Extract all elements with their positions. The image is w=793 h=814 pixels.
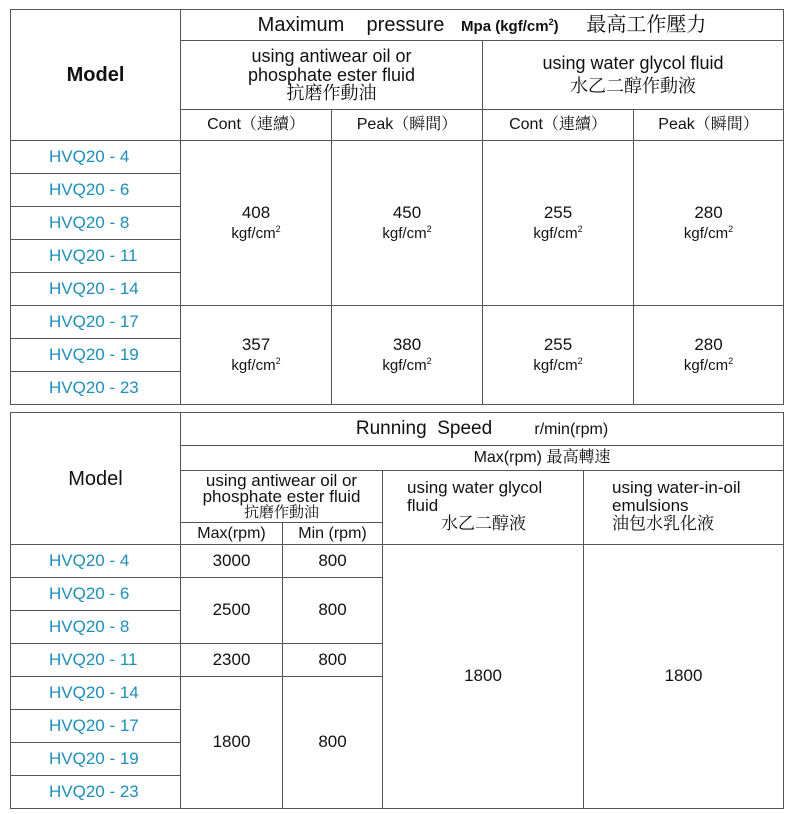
speed-unit: r/min(rpm) — [534, 420, 609, 438]
model-header: Model — [11, 413, 181, 545]
max-cell: 1800 — [181, 677, 283, 809]
value-cell: 408 kgf/$cm^2$ — [181, 141, 332, 306]
sub-peak-water: Peak（瞬間） — [634, 110, 784, 141]
min-cell: 800 — [283, 578, 383, 644]
emul-line1: using water-in-oil — [612, 478, 741, 497]
pressure-title-zh: 最高工作壓力 — [586, 14, 707, 36]
emul-zh: 油包水乳化液 — [612, 513, 714, 533]
model-cell: HVQ20 - 14 — [11, 677, 181, 710]
sub-cont-oil: Cont（連續） — [181, 110, 332, 141]
oil-fluid-header — [181, 471, 383, 523]
water-line1: using water glycol fluid — [542, 53, 724, 74]
water-glycol-header — [383, 471, 584, 545]
emulsion-speed-cell: 1800 — [584, 545, 784, 809]
value-cell: 255 kgf/$cm^2$ — [483, 141, 634, 306]
min-cell: 800 — [283, 677, 383, 809]
model-cell: HVQ20 - 17 — [11, 710, 181, 743]
emul-line2: emulsions — [612, 495, 689, 515]
oil-zh: 抗磨作動油 — [286, 83, 377, 104]
model-cell: HVQ20 - 14 — [11, 273, 181, 306]
pressure-title-text: Maximum pressure — [257, 14, 445, 36]
water-zh: 水乙二醇作動液 — [570, 76, 697, 96]
sub-min: Min (rpm) — [283, 523, 383, 545]
model-cell: HVQ20 - 8 — [11, 207, 181, 240]
max-cell: 3000 — [181, 545, 283, 578]
value-cell: 255 kgf/$cm^2$ — [483, 306, 634, 405]
sub-peak-oil: Peak（瞬間） — [332, 110, 483, 141]
model-cell: HVQ20 - 6 — [11, 578, 181, 611]
max-speed-title: Max(rpm) 最高轉速 — [181, 446, 784, 471]
oil-line2: phosphate ester fluid — [247, 64, 416, 85]
glycol-speed-cell: 1800 — [383, 545, 584, 809]
sub-cont-water: Cont（連續） — [483, 110, 634, 141]
oil-zh: 抗磨作動油 — [243, 503, 319, 521]
pressure-title — [181, 10, 784, 41]
emulsion-header — [584, 471, 784, 545]
running-speed-table — [10, 412, 784, 809]
oil-line1: using antiwear oil or — [205, 471, 358, 491]
pressure-unit: Mpa $(kgf/cm^2)$ — [461, 17, 559, 35]
value-cell: 280 kgf/$cm^2$ — [634, 306, 784, 405]
model-cell: HVQ20 - 4 — [11, 545, 181, 578]
model-cell: HVQ20 - 11 — [11, 644, 181, 677]
value-cell: 280 kgf/$cm^2$ — [634, 141, 784, 306]
glycol-line1: using water glycol — [407, 478, 543, 497]
water-glycol-header — [483, 41, 784, 110]
model-cell: HVQ20 - 6 — [11, 174, 181, 207]
model-cell: HVQ20 - 11 — [11, 240, 181, 273]
glycol-line2: fluid — [407, 495, 439, 515]
value-cell: 380 kgf/$cm^2$ — [332, 306, 483, 405]
model-cell: HVQ20 - 4 — [11, 141, 181, 174]
model-cell: HVQ20 - 19 — [11, 339, 181, 372]
value-cell: 357 kgf/$cm^2$ — [181, 306, 332, 405]
min-cell: 800 — [283, 545, 383, 578]
max-cell: 2500 — [181, 578, 283, 644]
speed-title-text: Running Speed — [355, 417, 493, 439]
speed-title — [181, 413, 784, 446]
model-cell: HVQ20 - 19 — [11, 743, 181, 776]
model-header: Model — [11, 10, 181, 141]
min-cell: 800 — [283, 644, 383, 677]
oil-line1: using antiwear oil or — [251, 45, 412, 66]
model-cell: HVQ20 - 17 — [11, 306, 181, 339]
oil-fluid-header — [181, 41, 483, 110]
sub-max: Max(rpm) — [181, 523, 283, 545]
max-pressure-table — [10, 9, 784, 405]
model-cell: HVQ20 - 8 — [11, 611, 181, 644]
value-cell: 450 kgf/$cm^2$ — [332, 141, 483, 306]
oil-line2: phosphate ester fluid — [202, 487, 361, 507]
model-cell: HVQ20 - 23 — [11, 776, 181, 809]
model-cell: HVQ20 - 23 — [11, 372, 181, 405]
glycol-zh: 水乙二醇液 — [441, 513, 526, 533]
max-cell: 2300 — [181, 644, 283, 677]
